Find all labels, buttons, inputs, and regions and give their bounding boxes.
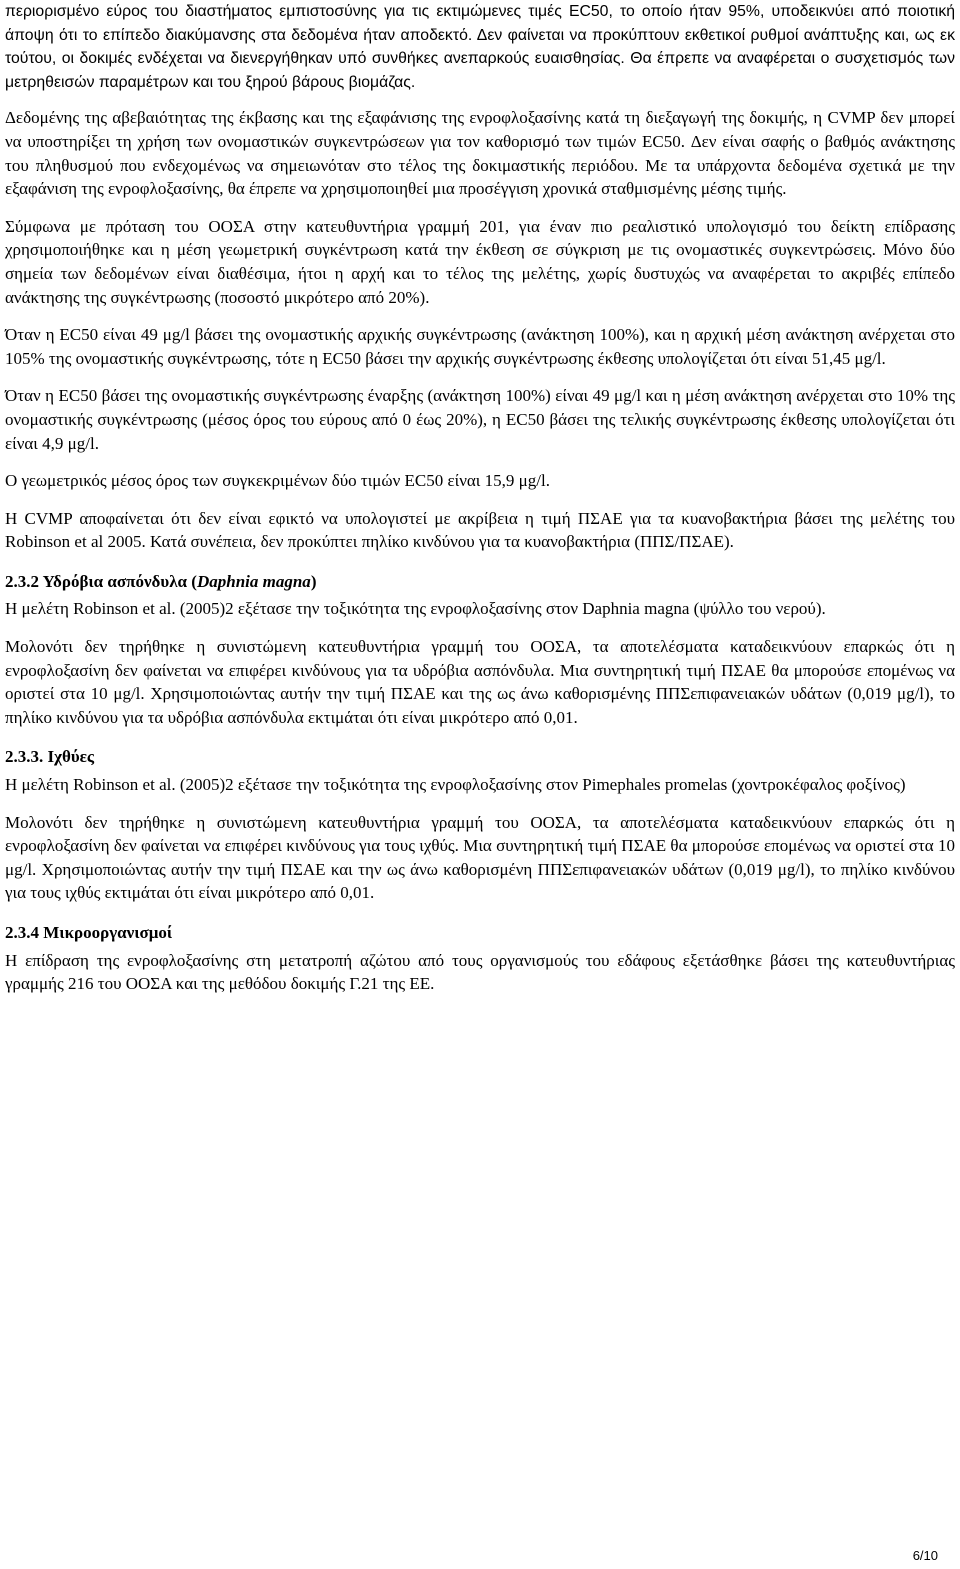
paragraph-geometric-mean: Ο γεωμετρικός μέσος όρος των συγκεκριμένων δύο τιμών EC50 είναι 15,9 μg/l. [5,471,550,491]
paragraph-fish-study: Η μελέτη Robinson et al. (2005)2 εξέτασε την τοξικότητα της ενροφλοξασίνης στον Pimephales promelas (χοντροκέφαλος φοξίνος) [5,775,906,795]
paragraph-oecd-201: Σύμφωνα με πρόταση του ΟΟΣΑ στην κατευθυντήρια γραμμή 201, για έναν πιο ρεαλιστικό υπολογισμό του δείκτη επίδρασης χρησιμοποιήθηκε και η μέση γεωμετρική συγκέντρωση κατά την έκθεση σε σύγκριση με τις ονομαστικές συγκεντρώσεις. Μόνο δύο σημεία των δεδομένων είναι διαθέσιμα, ήτοι η αρχή και το τέλος της μελέτης, χωρίς δυστυχώς να αναφέρεται το ακριβές επίπεδο ανάκτησης της συγκέντρωσης (ποσοστό μικρότερο από 20%). [5,216,955,307]
section-heading-2-3-2-title: 2.3.2 Υδρόβια ασπόνδυλα ( [5,571,197,591]
paragraph-daphnia-risk: Μολονότι δεν τηρήθηκε η συνιστώμενη κατευθυντήρια γραμμή του ΟΟΣΑ, τα αποτελέσματα καταδεικνύουν επαρκώς ότι η ενροφλοξασίνη δεν φαίνεται να επιφέρει κινδύνους για τα υδρόβια ασπόνδυλα. Μια συντηρητική τιμή ΠΣΑΕ θα μπορούσε επομένως να οριστεί στα 10 μg/l. Χρησιμοποιώντας αυτήν την τιμή ΠΣΑΕ και της ως άνω καθορισμένης ΠΠΣεπιφανειακών υδάτων (0,019 μg/l), το πηλίκο κινδύνου για τα υδρόβια ασπόνδυλα εκτιμάται ότι είναι μικρότερο από 0,01. [5,637,955,727]
section-heading-2-3-2 [5,570,955,594]
section-heading-2-3-3: 2.3.3. Ιχθύες [5,747,95,767]
paragraph-ec50-final: Όταν η EC50 βάσει της ονομαστικής συγκέντρωσης έναρξης (ανάκτηση 100%) είναι 49 μg/l και η μέση ανάκτηση ανέρχεται στο 10% της ονομαστικής συγκέντρωσης (μέσος όρος του εύρους από 0 έως 20%), η EC50 βάσει της τελικής συγκέντρωσης έκθεσης υπολογίζεται ότι είναι 4,9 μg/l. [5,386,955,453]
paragraph-cvmp-cyanobacteria: Η CVMP αποφαίνεται ότι δεν είναι εφικτό να υπολογιστεί με ακρίβεια η τιμή ΠΣΑΕ για τα κυανοβακτήρια βάσει της μελέτης του Robinson et al 2005. Κατά συνέπεια, δεν προκύπτει πηλίκο κινδύνου για τα κυανοβακτήρια (ΠΠΣ/ΠΣΑΕ). [5,508,955,552]
paragraph-ec50-initial: Όταν η EC50 είναι 49 μg/l βάσει της ονομαστικής αρχικής συγκέντρωσης (ανάκτηση 100%), και η αρχική μέση ανάκτηση ανέρχεται στο 105% της ονομαστικής συγκέντρωσης, τότε η EC50 βάσει την αρχικής συγκέντρωσης έκθεσης υπολογίζεται ότι είναι 51,45 μg/l. [5,325,955,368]
paragraph-daphnia-study: Η μελέτη Robinson et al. (2005)2 εξέτασε την τοξικότητα της ενροφλοξασίνης στον Daphnia magna (ψύλλο του νερού). [5,599,826,619]
document-page [5,0,955,996]
section-heading-2-3-2-species: Daphnia magna [196,571,311,591]
paragraph-microorganisms: Η επίδραση της ενροφλοξασίνης στη μετατροπή αζώτου από τους οργανισμούς του εδάφους εξετάσθηκε βάσει της κατευθυντήριας γραμμής 216 του ΟΟΣΑ και της μεθόδου δοκιμής Γ.21 της ΕΕ. [5,950,955,994]
paragraph-ec50-confidence: περιορισμένο εύρος του διαστήματος εμπιστοσύνης για τις εκτιμώμενες τιμές EC50, το οποίο ήταν 95%, υποδεικνύει από ποιοτική άποψη ότι το επίπεδο διακύμανσης στα δεδομένα ήταν αποδεκτό. Δεν φαίνεται να προκύπτουν εκθετικοί ρυθμοί ανάπτυξης και, ως εκ τούτου, οι δοκιμές ενδέχεται να διενεργήθηκαν υπό συνθήκες ανεπαρκούς ευαισθησίας. Θα έπρεπε να αναφέρεται ο συσχετισμός των μετρηθεισών παραμέτρων και του ξηρού βάρους βιομάζας. [5,3,955,91]
page-number: 6/10 [912,1548,938,1563]
section-heading-2-3-4: 2.3.4 Μικροοργανισμοί [5,923,173,942]
paragraph-uncertainty: Δεδομένης της αβεβαιότητας της έκβασης και της εξαφάνισης της ενροφλοξασίνης κατά τη διεξαγωγή της δοκιμής, η CVMP δεν μπορεί να υποστηρίξει τη χρήση των ονομαστικών συγκεντρώσεων για τον καθορισμό των τιμών EC50. Δεν είναι σαφής ο βαθμός ανάκτησης του πληθυσμού που ενδεχομένως να σημειωνόταν στο τέλος της δοκιμαστικής περιόδου. Με τα υπάρχοντα δεδομένα σχετικά με την εξαφάνιση της ενροφλοξασίνης, θα έπρεπε να χρησιμοποιηθεί μια προσέγγιση χρονικά σταθμισμένης μέσης τιμής. [5,108,955,199]
section-heading-2-3-2-close: ) [310,571,317,591]
paragraph-fish-risk: Μολονότι δεν τηρήθηκε η συνιστώμενη κατευθυντήρια γραμμή του ΟΟΣΑ, τα αποτελέσματα καταδεικνύουν επαρκώς ότι η ενροφλοξασίνη δεν φαίνεται να επιφέρει κινδύνους για τους ιχθύς. Μια συντηρητική τιμή ΠΣΑΕ θα μπορούσε επομένως να οριστεί στα 10 μg/l. Χρησιμοποιώντας αυτήν την τιμή ΠΣΑΕ και την ως άνω καθορισμένη ΠΠΣεπιφανειακών υδάτων (0,019 μg/l), το πηλίκο κινδύνου για τους ιχθύς εκτιμάται ότι είναι μικρότερο από 0,01. [5,812,955,903]
